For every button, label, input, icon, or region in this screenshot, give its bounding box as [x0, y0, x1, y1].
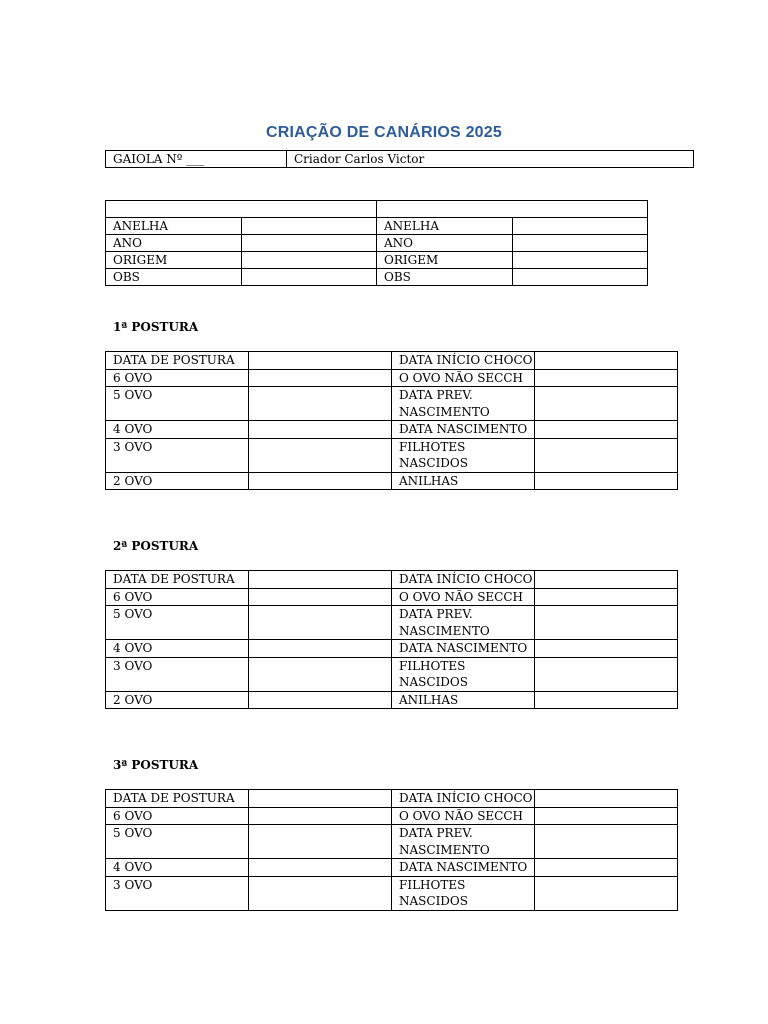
table-row — [106, 876, 678, 910]
field-label: FILHOTES NASCIDOS — [392, 657, 535, 691]
field-value[interactable] — [535, 369, 678, 387]
field-value[interactable] — [249, 387, 392, 421]
postura-heading: 2ª POSTURA — [113, 539, 199, 553]
table-row — [106, 235, 648, 252]
field-label: O OVO NÃO SECCH — [392, 588, 535, 606]
table-row — [106, 438, 678, 472]
field-label: ORIGEM — [377, 252, 513, 269]
field-value[interactable] — [535, 421, 678, 439]
table-row — [106, 691, 678, 709]
field-label: ANILHAS — [392, 691, 535, 709]
field-value[interactable] — [535, 352, 678, 370]
field-label: 4 OVO — [106, 859, 249, 877]
table-row — [106, 606, 678, 640]
field-label: 4 OVO — [106, 640, 249, 658]
page-title: CRIAÇÃO DE CANÁRIOS 2025 — [266, 124, 502, 141]
field-value[interactable] — [535, 438, 678, 472]
field-value[interactable] — [249, 807, 392, 825]
postura-table — [105, 351, 678, 490]
field-label: ANO — [106, 235, 242, 252]
field-label: 6 OVO — [106, 807, 249, 825]
postura-table — [105, 789, 678, 911]
field-value[interactable] — [249, 369, 392, 387]
table-row — [106, 859, 678, 877]
postura-table — [105, 570, 678, 709]
field-label: 5 OVO — [106, 606, 249, 640]
field-value[interactable] — [535, 571, 678, 589]
parents-table — [105, 200, 648, 286]
field-label: DATA NASCIMENTO — [392, 640, 535, 658]
field-label: ANELHA — [106, 218, 242, 235]
field-label: DATA INÍCIO CHOCO — [392, 352, 535, 370]
table-row — [106, 472, 678, 490]
field-label: DATA NASCIMENTO — [392, 421, 535, 439]
table-row — [106, 387, 678, 421]
field-label: DATA DE POSTURA — [106, 352, 249, 370]
table-row — [106, 807, 678, 825]
table-row — [106, 825, 678, 859]
field-value[interactable] — [249, 859, 392, 877]
field-label: FILHOTES NASCIDOS — [392, 876, 535, 910]
field-label: O OVO NÃO SECCH — [392, 807, 535, 825]
field-value[interactable] — [249, 421, 392, 439]
field-value[interactable] — [535, 472, 678, 490]
field-value[interactable] — [249, 876, 392, 910]
field-label: DATA NASCIMENTO — [392, 859, 535, 877]
table-row — [106, 421, 678, 439]
table-row — [106, 218, 648, 235]
field-value[interactable] — [249, 640, 392, 658]
gaiola-number-cell[interactable]: GAIOLA Nº ___ — [106, 151, 287, 168]
field-value[interactable] — [535, 640, 678, 658]
field-value[interactable] — [241, 252, 377, 269]
field-value[interactable] — [249, 790, 392, 808]
field-value[interactable] — [249, 571, 392, 589]
field-label: ANELHA — [377, 218, 513, 235]
field-label: DATA INÍCIO CHOCO — [392, 790, 535, 808]
field-value[interactable] — [535, 859, 678, 877]
field-value[interactable] — [535, 825, 678, 859]
field-value[interactable] — [249, 588, 392, 606]
table-row — [106, 151, 694, 168]
field-value[interactable] — [241, 218, 377, 235]
field-value[interactable] — [249, 825, 392, 859]
field-label: FILHOTES NASCIDOS — [392, 438, 535, 472]
field-value[interactable] — [535, 387, 678, 421]
table-row — [106, 352, 678, 370]
criador-cell[interactable]: Criador Carlos Victor — [287, 151, 694, 168]
field-label: 5 OVO — [106, 387, 249, 421]
field-label: O OVO NÃO SECCH — [392, 369, 535, 387]
table-row — [106, 640, 678, 658]
field-value[interactable] — [512, 252, 648, 269]
table-row — [106, 571, 678, 589]
field-value[interactable] — [249, 657, 392, 691]
field-value[interactable] — [535, 790, 678, 808]
field-label: 2 OVO — [106, 472, 249, 490]
field-label: ANO — [377, 235, 513, 252]
field-label: 6 OVO — [106, 588, 249, 606]
field-label: 3 OVO — [106, 438, 249, 472]
field-label: 5 OVO — [106, 825, 249, 859]
table-row — [106, 588, 678, 606]
postura-heading: 3ª POSTURA — [113, 758, 199, 772]
field-value[interactable] — [535, 691, 678, 709]
field-label: 3 OVO — [106, 876, 249, 910]
field-value[interactable] — [535, 588, 678, 606]
field-label: ORIGEM — [106, 252, 242, 269]
gaiola-table — [105, 150, 694, 168]
field-label: 3 OVO — [106, 657, 249, 691]
field-value[interactable] — [249, 691, 392, 709]
field-label: DATA INÍCIO CHOCO — [392, 571, 535, 589]
field-value[interactable] — [249, 472, 392, 490]
field-value[interactable] — [249, 438, 392, 472]
parent-header-male[interactable] — [106, 201, 377, 218]
postura-heading: 1ª POSTURA — [113, 320, 199, 334]
field-label: OBS — [377, 269, 513, 286]
field-label: 6 OVO — [106, 369, 249, 387]
table-row — [106, 657, 678, 691]
field-label: DATA PREV. NASCIMENTO — [392, 825, 535, 859]
field-label: DATA PREV. NASCIMENTO — [392, 606, 535, 640]
field-label: DATA DE POSTURA — [106, 790, 249, 808]
field-value[interactable] — [241, 269, 377, 286]
field-label: DATA DE POSTURA — [106, 571, 249, 589]
field-label: DATA PREV. NASCIMENTO — [392, 387, 535, 421]
field-value[interactable] — [249, 606, 392, 640]
field-label: 2 OVO — [106, 691, 249, 709]
field-value[interactable] — [249, 352, 392, 370]
field-value[interactable] — [512, 218, 648, 235]
field-value[interactable] — [535, 807, 678, 825]
table-row — [106, 369, 678, 387]
field-value[interactable] — [535, 657, 678, 691]
field-label: OBS — [106, 269, 242, 286]
field-value[interactable] — [512, 235, 648, 252]
field-value[interactable] — [535, 606, 678, 640]
table-row — [106, 252, 648, 269]
table-row — [106, 269, 648, 286]
field-value[interactable] — [512, 269, 648, 286]
field-value[interactable] — [241, 235, 377, 252]
table-row — [106, 790, 678, 808]
parent-header-female[interactable] — [377, 201, 648, 218]
field-label: ANILHAS — [392, 472, 535, 490]
table-row — [106, 201, 648, 218]
field-label: 4 OVO — [106, 421, 249, 439]
field-value[interactable] — [535, 876, 678, 910]
